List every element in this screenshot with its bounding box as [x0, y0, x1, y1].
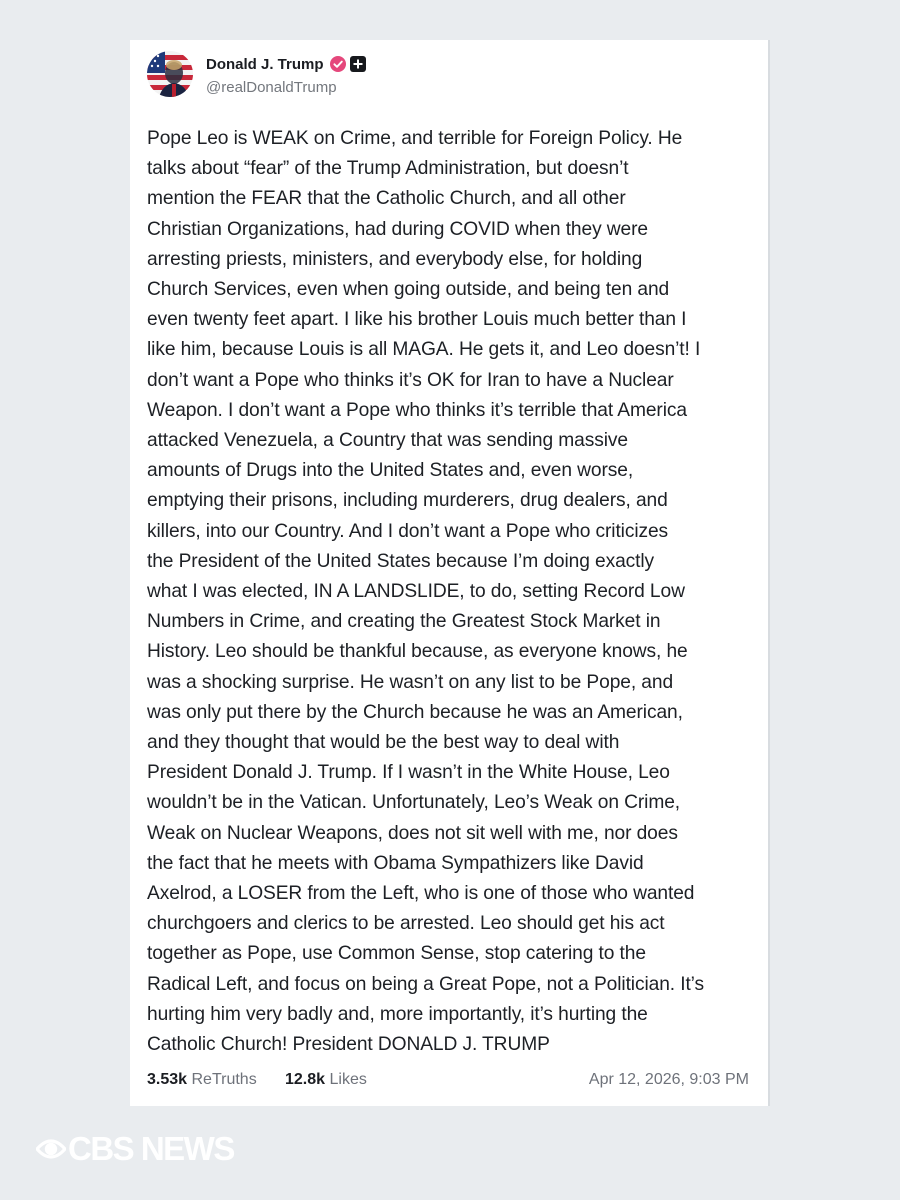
post-text-line: was only put there by the Church because he was an American, [147, 701, 683, 723]
post-text-line: Axelrod, a LOSER from the Left, who is one of those who wanted [147, 883, 695, 905]
likes-label: Likes [329, 1071, 367, 1088]
post-text-line: was a shocking surprise. He wasn’t on any list to be Pope, and [147, 671, 674, 693]
post-text-line: together as Pope, use Common Sense, stop catering to the [147, 943, 646, 965]
post-text-line: Catholic Church! President DONALD J. TRUMP [147, 1034, 550, 1056]
cbs-news-wordmark: CBS NEWS [68, 1130, 234, 1167]
post-body-text [147, 124, 753, 1060]
plus-badge-icon [350, 56, 366, 72]
verified-badge-icon [330, 56, 346, 72]
post-text-line: mention the FEAR that the Catholic Church, and all other [147, 188, 626, 210]
post-text-line: Church Services, even when going outside, and being ten and [147, 279, 670, 301]
post-text-line: History. Leo should be thankful because, as everyone knows, he [147, 641, 688, 663]
author-display-name[interactable]: Donald J. Trump [206, 55, 324, 73]
post-text-line: wouldn’t be in the Vatican. Unfortunately, Leo’s Weak on Crime, [147, 792, 681, 814]
post-text-line: Christian Organizations, had during COVID when they were [147, 218, 648, 240]
post-text-line: talks about “fear” of the Trump Administration, but doesn’t [147, 158, 629, 180]
retruths-label: ReTruths [191, 1071, 257, 1088]
post-text-line: President Donald J. Trump. If I wasn’t in the White House, Leo [147, 762, 670, 784]
post-text-line: hurting him very badly and, more importantly, it’s hurting the [147, 1003, 648, 1025]
author-name-row [206, 54, 366, 74]
post-text-line: churchgoers and clerics to be arrested. Leo should get his act [147, 913, 665, 935]
post-text-line: Numbers in Crime, and creating the Greatest Stock Market in [147, 611, 661, 633]
likes-count: 12.8k [285, 1071, 326, 1088]
likes-stat[interactable] [285, 1071, 367, 1089]
post-text-line: Pope Leo is WEAK on Crime, and terrible for Foreign Policy. He [147, 128, 683, 149]
retruths-stat[interactable] [147, 1071, 257, 1089]
post-text-line: don’t want a Pope who thinks it’s OK for Iran to have a Nuclear [147, 369, 674, 391]
post-text-line: amounts of Drugs into the United States and, even worse, [147, 460, 634, 482]
post-text-line: Radical Left, and focus on being a Great Pope, not a Politician. It’s [147, 973, 704, 995]
post-text-line: attacked Venezuela, a Country that was sending massive [147, 430, 628, 452]
retruths-count: 3.53k [147, 1071, 188, 1088]
post-text-line: like him, because Louis is all MAGA. He gets it, and Leo doesn’t! I [147, 339, 701, 361]
post-timestamp[interactable]: Apr 12, 2026, 9:03 PM [588, 1071, 749, 1088]
post-card [130, 40, 770, 1106]
author-avatar[interactable] [147, 51, 193, 97]
post-footer [147, 1071, 749, 1095]
post-text-line: Weak on Nuclear Weapons, does not sit well with me, nor does [147, 822, 678, 844]
post-text-line: killers, into our Country. And I don’t want a Pope who criticizes [147, 520, 669, 542]
post-text-line: emptying their prisons, including murderers, drug dealers, and [147, 490, 668, 512]
post-text-line: arresting priests, ministers, and everybody else, for holding [147, 248, 643, 270]
post-text-line: even twenty feet apart. I like his brother Louis much better than I [147, 309, 687, 331]
cbs-eye-logo-icon [36, 1135, 66, 1163]
post-text-line: and they thought that would be the best way to deal with [147, 732, 620, 754]
flag-portrait-avatar-icon [147, 51, 193, 97]
post-text-line: the President of the United States because I’m doing exactly [147, 550, 655, 572]
author-handle[interactable]: @realDonaldTrump [206, 79, 337, 96]
post-text-line: the fact that he meets with Obama Sympathizers like David [147, 852, 644, 874]
post-text-line: Weapon. I don’t want a Pope who thinks it’s terrible that America [147, 399, 687, 421]
cbs-news-watermark [36, 1131, 234, 1167]
post-text-line: what I was elected, IN A LANDSLIDE, to do, setting Record Low [147, 581, 685, 603]
